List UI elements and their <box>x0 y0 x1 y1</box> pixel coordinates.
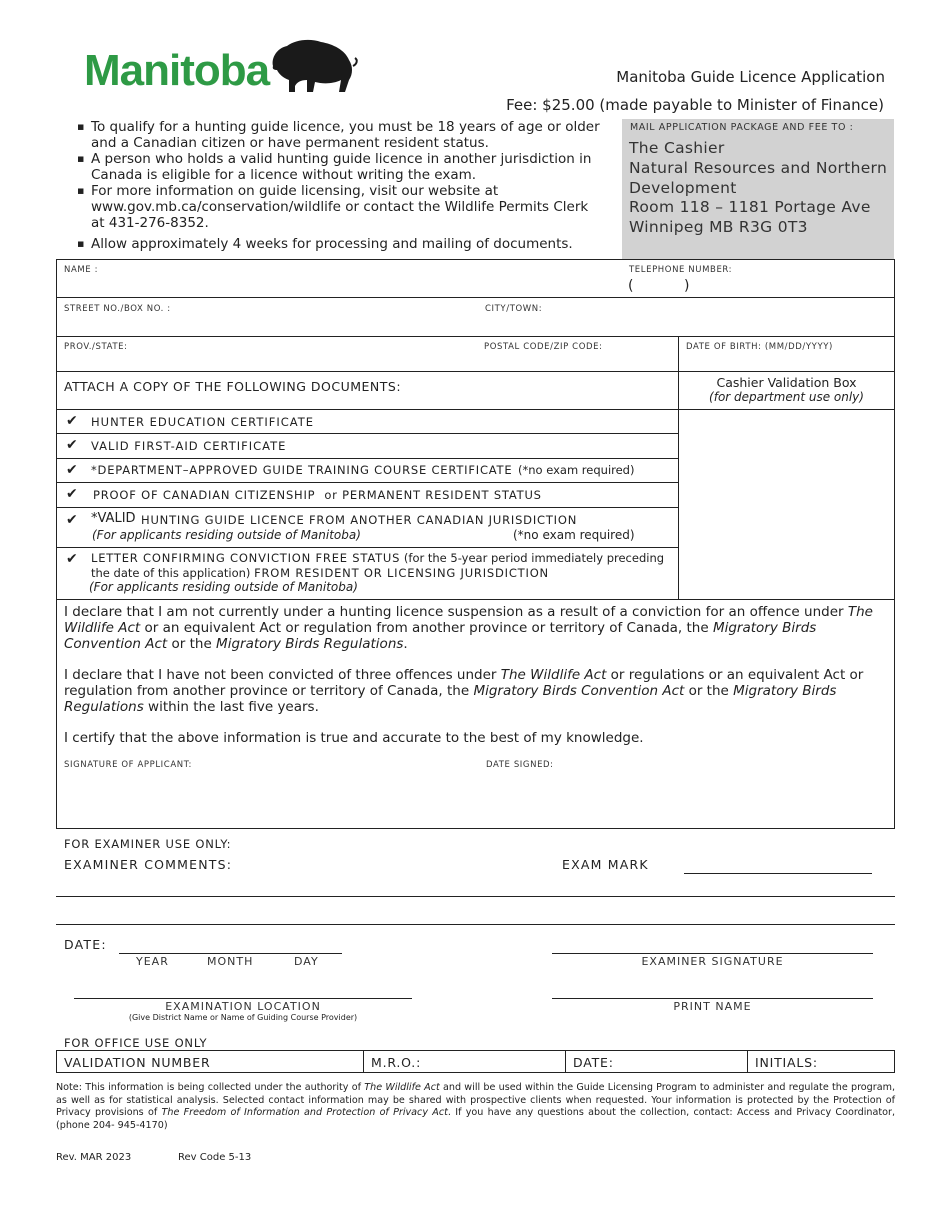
declaration-certify: I certify that the above information is true and accurate to the best of my knowledge. <box>64 730 644 746</box>
telephone-field[interactable]: ( ) <box>628 278 690 294</box>
cashier-title: Cashier Validation Box <box>716 375 857 390</box>
manitoba-logo <box>84 40 359 100</box>
checkmark-icon: ✔ <box>66 437 78 453</box>
initials-cell[interactable]: INITIALS: <box>755 1055 818 1070</box>
revision-code: Rev Code 5-13 <box>178 1152 252 1163</box>
exam-location-line[interactable] <box>74 998 412 999</box>
exam-location-label: EXAMINATION LOCATION <box>165 1000 321 1013</box>
bullet-item: ▪ To qualify for a hunting guide licence, you must be 18 years of age or older and a Canadian citizen or have permanent resident status. <box>77 119 602 151</box>
checkmark-icon: ✔ <box>66 512 78 528</box>
declaration-convictions: I declare that I have not been convicted of three offences under The Wildlife Act or regulations or an equivalent Act or regulation from another province or territory of Canada, the Migratory Birds Convention Act or the Migratory Birds Regulations within the last five years. <box>64 667 864 715</box>
logo-wordmark: Manitoba <box>84 46 270 95</box>
bullet-item: ▪ Allow approximately 4 weeks for processing and mailing of documents. <box>77 236 602 252</box>
prov-field[interactable] <box>60 352 475 369</box>
month-label: MONTH <box>207 955 254 968</box>
checkmark-icon: ✔ <box>66 462 78 478</box>
mro-cell[interactable]: M.R.O.: <box>371 1055 422 1070</box>
postal-field[interactable] <box>482 352 674 369</box>
bison-icon <box>269 36 359 94</box>
doc-item-hunter-education: ✔ HUNTER EDUCATION CERTIFICATE <box>66 413 315 429</box>
day-label: DAY <box>294 955 319 968</box>
bullet-item: ▪ For more information on guide licensing, visit our website at www.gov.mb.ca/conservation/wildlife or contact the Wildlife Permits Clerk at 431-276-8352. <box>77 183 602 231</box>
street-label: STREET NO./BOX NO. : <box>64 304 171 314</box>
date-signed-field[interactable] <box>482 772 890 824</box>
office-date-cell[interactable]: DATE: <box>573 1055 614 1070</box>
mail-label: MAIL APPLICATION PACKAGE AND FEE TO : <box>630 122 854 133</box>
doc-item-conviction-free: ✔ LETTER CONFIRMING CONVICTION FREE STATUS (for the 5-year period immediately preceding the date of this application) FROM RESIDENT OR LICENSING JURISDICTION (For applicants residing outside of Manitoba) <box>66 551 665 594</box>
comments-line-1[interactable] <box>56 896 895 897</box>
mail-address: The Cashier Natural Resources and Northern Development Room 118 – 1181 Portage Ave Winnipeg MB R3G 0T3 <box>629 139 888 237</box>
office-heading: FOR OFFICE USE ONLY <box>64 1036 208 1050</box>
name-field[interactable] <box>60 276 615 295</box>
exam-date-label: DATE: <box>64 937 107 952</box>
dob-label: DATE OF BIRTH: (MM/DD/YYYY) <box>686 342 833 352</box>
comments-line-2[interactable] <box>56 924 895 925</box>
examiner-signature-line[interactable] <box>552 953 873 954</box>
privacy-note: Note: This information is being collected under the authority of The Wildlife Act and will be used within the Guide Licensing Program to administer and regulate the program, as well as for statistical analysis. Selected contact information may be shared with prospective clients when requested. Your information is protected by the Protection of Privacy provisions of The Freedom of Information and Protection of Privacy Act. If you have any questions about the collection, contact: Access and Privacy Coordinator, (phone 204- 945-4170) <box>56 1082 895 1131</box>
name-label: NAME : <box>64 265 99 275</box>
doc-item-citizenship: ✔ PROOF OF CANADIAN CITIZENSHIP or PERMANENT RESIDENT STATUS <box>66 486 542 502</box>
cashier-subtitle: (for department use only) <box>709 390 864 404</box>
exam-mark-line[interactable] <box>684 873 872 874</box>
signature-label: SIGNATURE OF APPLICANT: <box>64 760 193 770</box>
exam-date-line[interactable] <box>119 953 342 954</box>
checkmark-icon: ✔ <box>66 486 78 502</box>
declaration-section <box>64 604 888 746</box>
declaration-suspension: I declare that I am not currently under a hunting licence suspension as a result of a conviction for an offence under The Wildlife Act or an equivalent Act or regulation from another province or territory of Canada, the Migratory Birds Convention Act or the Migratory Birds Regulations. <box>64 604 873 652</box>
attach-heading: ATTACH A COPY OF THE FOLLOWING DOCUMENTS: <box>64 379 402 394</box>
exam-mark-label: EXAM MARK <box>562 857 649 872</box>
dob-field[interactable] <box>682 352 890 369</box>
validation-number-cell[interactable]: VALIDATION NUMBER <box>64 1055 211 1070</box>
examiner-comments-label: EXAMINER COMMENTS: <box>64 857 233 872</box>
print-name-label: PRINT NAME <box>673 1000 752 1013</box>
fee-text: Fee: $25.00 (made payable to Minister of Finance) <box>506 96 884 114</box>
postal-label: POSTAL CODE/ZIP CODE: <box>484 342 603 352</box>
doc-item-first-aid: ✔ VALID FIRST-AID CERTIFICATE <box>66 437 287 453</box>
street-field[interactable] <box>60 315 475 334</box>
print-name-line[interactable] <box>552 998 873 999</box>
prov-label: PROV./STATE: <box>64 342 128 352</box>
checkmark-icon: ✔ <box>66 413 78 429</box>
mail-address-box <box>622 119 894 259</box>
bullet-item: ▪ A person who holds a valid hunting guide licence in another jurisdiction in Canada is eligible for a licence without writing the exam. <box>77 151 602 183</box>
date-signed-label: DATE SIGNED: <box>486 760 554 770</box>
year-label: YEAR <box>136 955 169 968</box>
examiner-heading: FOR EXAMINER USE ONLY: <box>64 837 232 851</box>
revision-date: Rev. MAR 2023 <box>56 1152 132 1163</box>
doc-item-other-jurisdiction: ✔ *VALID HUNTING GUIDE LICENCE FROM ANOTHER CANADIAN JURISDICTION (For applicants residing outside of Manitoba) (*no exam required) <box>66 511 635 542</box>
form-title: Manitoba Guide Licence Application <box>616 68 885 86</box>
exam-location-sub: (Give District Name or Name of Guiding Course Provider) <box>128 1013 358 1022</box>
city-label: CITY/TOWN: <box>485 304 543 314</box>
examiner-signature-label: EXAMINER SIGNATURE <box>641 955 784 968</box>
doc-item-guide-training: ✔ *DEPARTMENT–APPROVED GUIDE TRAINING COURSE CERTIFICATE (*no exam required) <box>66 462 635 478</box>
signature-field[interactable] <box>60 772 470 824</box>
checkmark-icon: ✔ <box>66 551 78 567</box>
cashier-validation-box <box>679 375 894 404</box>
city-field[interactable] <box>482 315 890 334</box>
telephone-label: TELEPHONE NUMBER: <box>629 265 733 275</box>
